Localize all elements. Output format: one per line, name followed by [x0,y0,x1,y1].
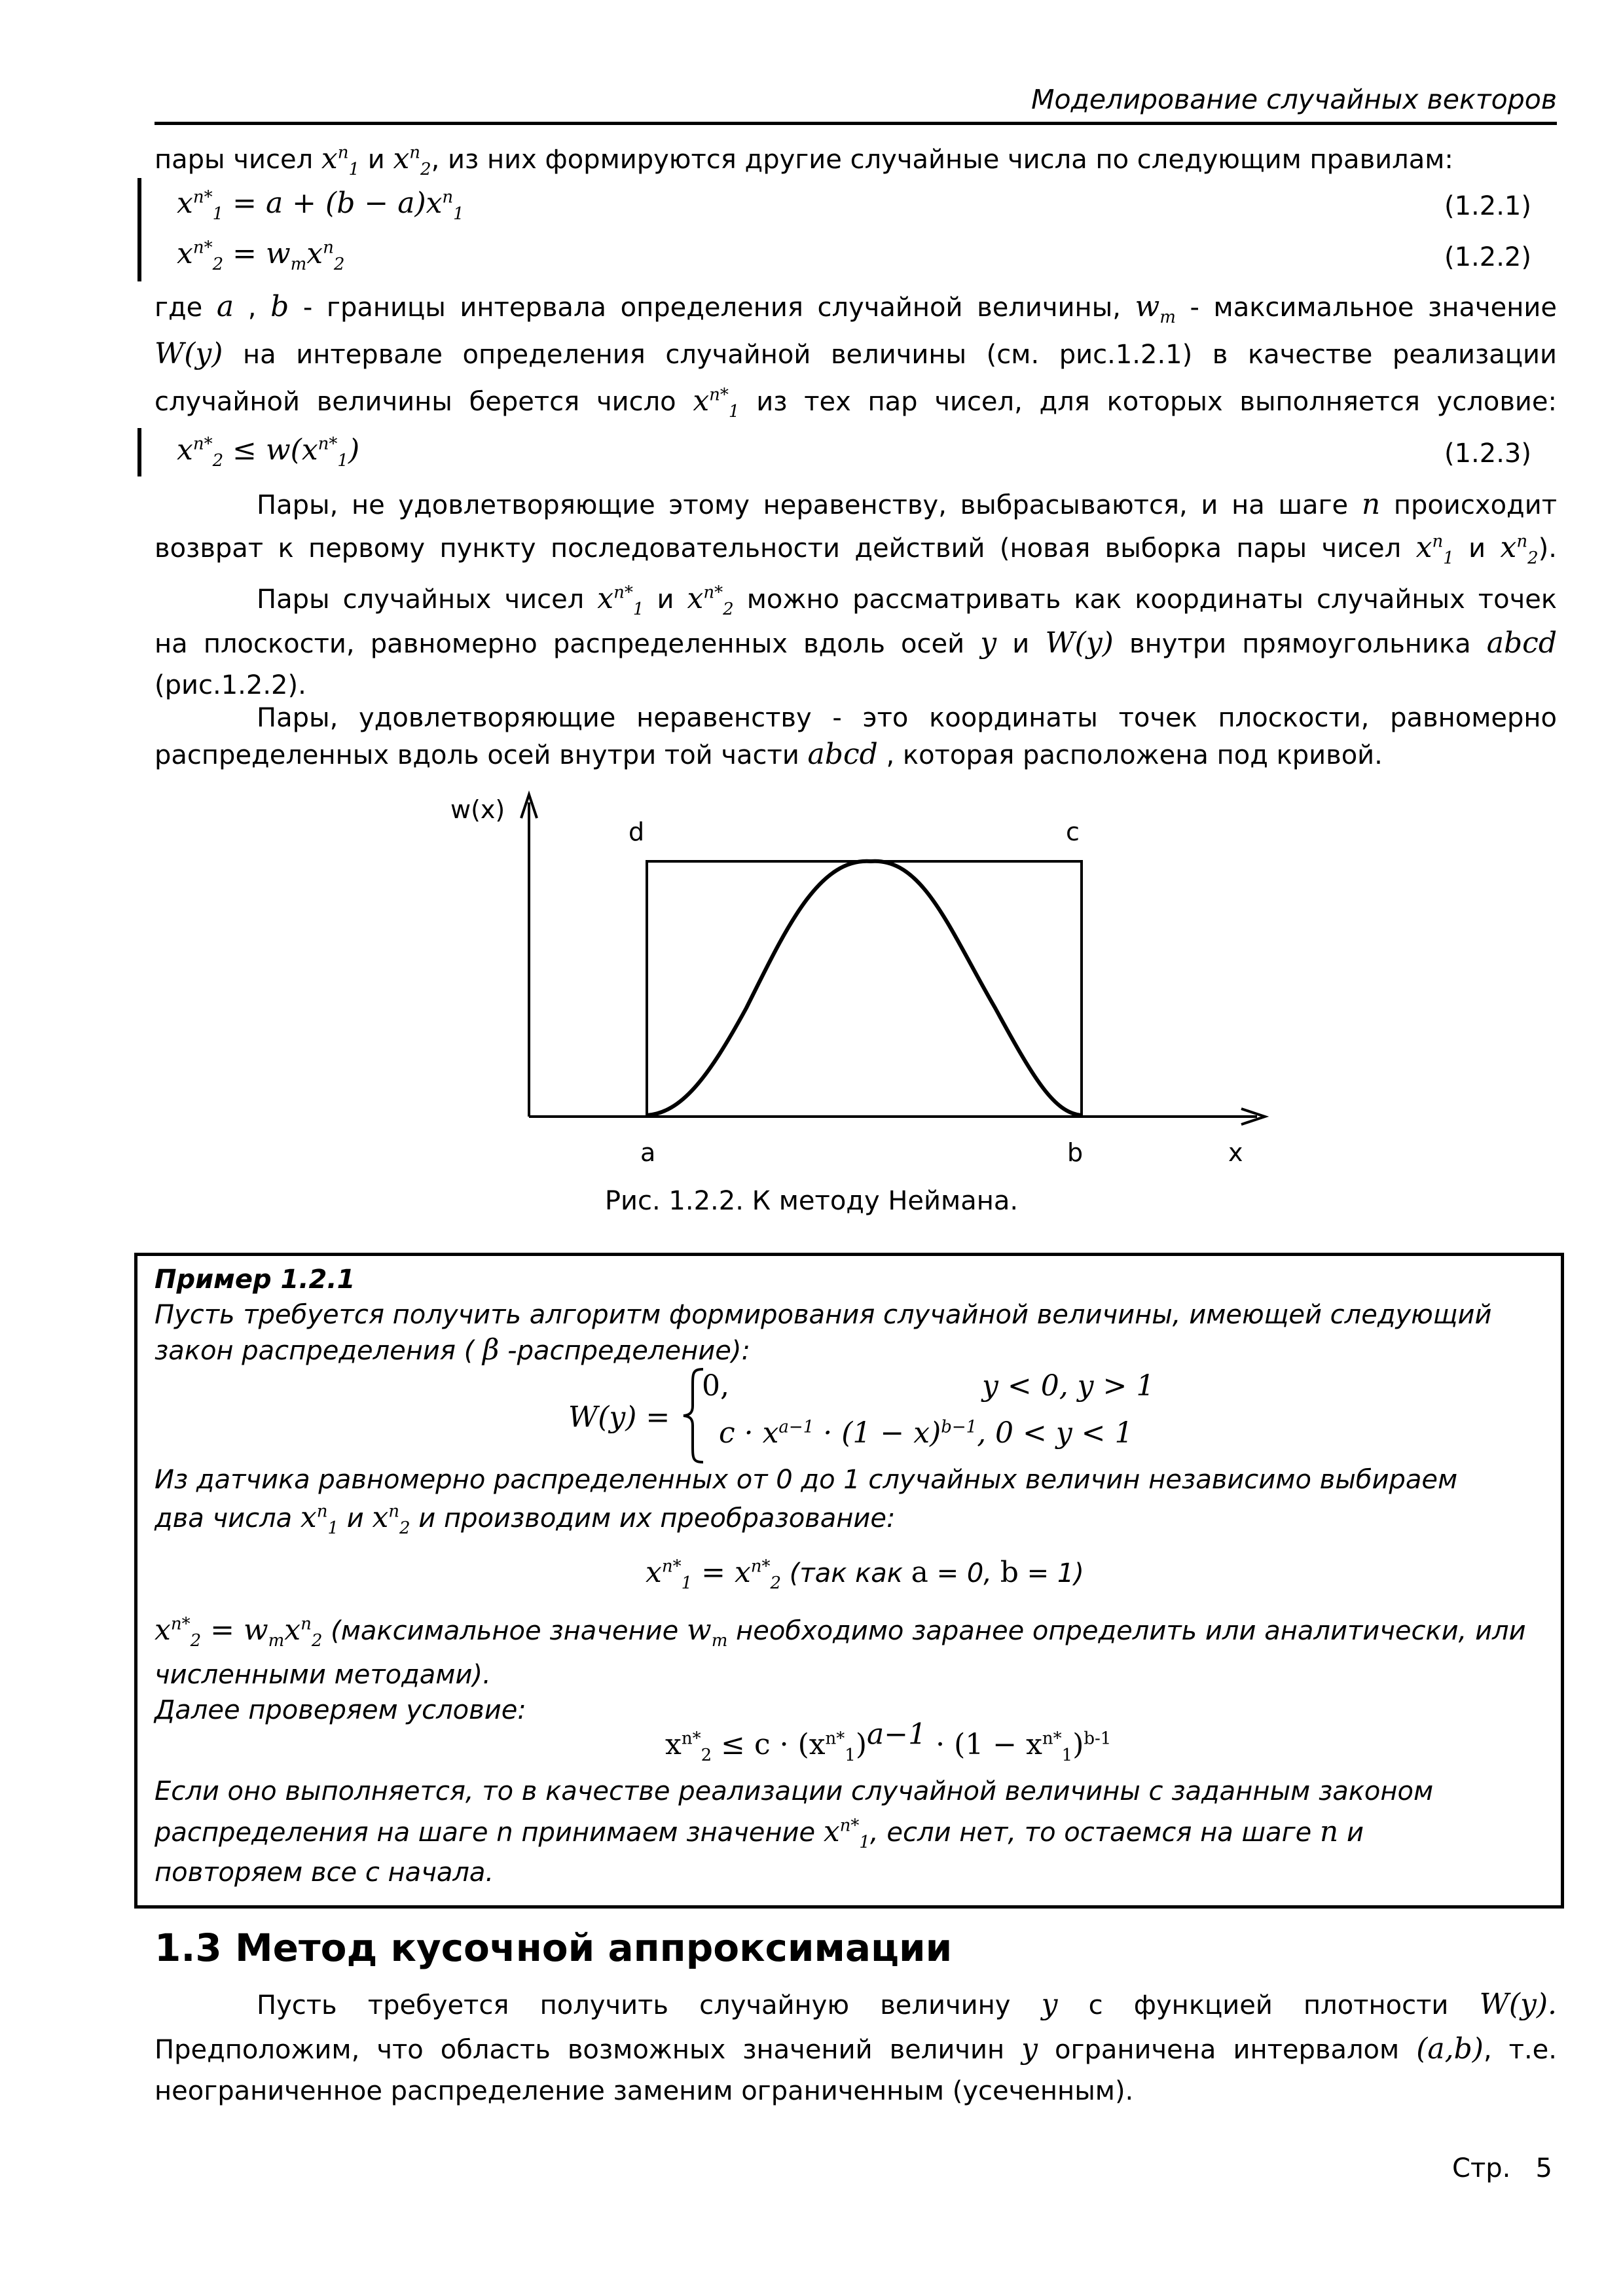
section-para-line-3: неограниченное распределение заменим ограниченным (усеченным). [155,2076,1134,2106]
equation-1-2-2: $x^{n*}_2 = w_mx^n_2$ [177,237,345,274]
equation-number: (1.2.1) [1444,191,1531,221]
x2n: $x^n_2$ [393,142,431,179]
page-number: Стр. 5 [1452,2153,1552,2183]
transform-equation: $x^{n*}_1 = x^{n*}_2$ (так как a = 0, b = 1) [646,1556,1084,1593]
example-line-3: Из датчика равномерно распределенных от 0 до 1 случайных величин независимо выбираем [155,1465,1458,1495]
para-where-line-3: случайной величины берется число $x^{n*}_1$ из тех пар чисел, для которых выполняется условие: [155,384,1557,422]
para-pairs-2-line-3: (рис.1.2.2). [155,670,306,700]
para-where-line-1: где a , b - границы интервала определения случайной величины, $w_m$ - максимальное значение [155,290,1557,327]
para-pairs-2-line-1: Пары случайных чисел $x^{n*}_1$ и $x^{n*}_2$ можно рассматривать как координаты случайных точек [257,582,1557,619]
para-where-line-2: W(y) на интервале определения случайной величины (см. рис.1.2.1) в качестве реализации [155,337,1557,370]
equation-number: (1.2.3) [1444,439,1531,469]
equation-1-2-1: $x^{n*}_1 = a + (b - a)x^n_1$ [177,187,464,224]
x-axis-label: x [1228,1138,1243,1167]
example-line-2: закон распределения ( β -распределение): [155,1333,750,1367]
case-2-condition: 0 < y < 1 [995,1416,1133,1450]
para-pairs-1-line-2: возврат к первому пункту последовательности действий (новая выборка пары чисел $x^n_1$ и $x^n_2$). [155,531,1557,568]
equation-number: (1.2.2) [1444,242,1531,272]
equation-1-2-3: $x^{n*}_2 \le w(x^{n*}_1)$ [177,433,360,471]
example-line-6: $x^{n*}_2 = w_mx^n_2$ (максимальное значение $w_m$ необходимо заранее определить или аналитически, или [155,1613,1526,1651]
example-line-9: Если оно выполняется, то в качестве реализации случайной величины с заданным законом [155,1776,1434,1806]
example-line-7: численными методами). [155,1660,491,1690]
intro-line: пары чисел $x^n_1$ и $x^n_2$, из них формируются другие случайные числа по следующим правилам: [155,142,1453,179]
example-line-8: Далее проверяем условие: [155,1695,526,1725]
x-axis-arrow [1241,1109,1265,1124]
example-title: Пример 1.2.1 [155,1265,356,1295]
case-1-value: 0, [702,1369,729,1403]
section-para-line-2: Предположим, что область возможных значений величин y ограничена интервалом (a,b), т.е. [155,2032,1558,2066]
example-line-10: распределения на шаге n принимаем значение $x^{n*}_1$, если нет, то остаемся на шаге n и [155,1815,1364,1852]
change-bar [137,178,141,281]
para-pairs-2-line-2: на плоскости, равномерно распределенных вдоль осей y и W(y) внутри прямоугольника abcd [155,626,1557,660]
point-b-label: b [1067,1138,1084,1167]
example-line-1: Пусть требуется получить алгоритм формирования случайной величины, имеющей следующий [155,1300,1492,1330]
para-pairs-3-line-1: Пары, удовлетворяющие неравенству - это координаты точек плоскости, равномерно [257,703,1557,733]
x1n: $x^n_1$ [321,142,359,179]
y-axis-label: w(x) [450,795,505,824]
header-rule [155,122,1557,125]
para-pairs-3-line-2: распределенных вдоль осей внутри той части abcd , которая расположена под кривой. [155,738,1383,771]
para-pairs-1-line-1: Пары, не удовлетворяющие этому неравенству, выбрасываются, и на шаге n происходит [257,488,1557,521]
case-2-value: $c \cdot x^{a-1} \cdot (1 - x)^{b-1}$, [719,1416,987,1450]
section-para-line-1: Пусть требуется получить случайную величину y с функцией плотности W(y). [257,1988,1557,2021]
beta-density-lhs: W(y) = [568,1401,670,1434]
example-line-11: повторяем все с начала. [155,1857,494,1888]
y-axis-arrow [521,795,537,818]
corner-c-label: c [1066,817,1080,846]
example-line-4: два числа $x^n_1$ и $x^n_2$ и производим их преобразование: [155,1501,896,1538]
case-1-condition: y < 0, y > 1 [982,1369,1155,1403]
section-heading: 1.3 Метод кусочной аппроксимации [155,1926,953,1970]
rectangle-abcd [647,861,1082,1117]
figure-caption: Рис. 1.2.2. К методу Неймана. [604,1186,1019,1216]
running-header: Моделирование случайных векторов [1031,84,1557,115]
corner-d-label: d [629,817,645,846]
condition-inequality: $x^{n*}_2 \le c \cdot (x^{n*}_1)^{a-1} \cdot (1 - x^{n*}_1)^{b-1}$ [665,1717,1112,1765]
point-a-label: a [640,1138,656,1167]
change-bar [137,428,141,476]
density-curve [647,861,1082,1115]
